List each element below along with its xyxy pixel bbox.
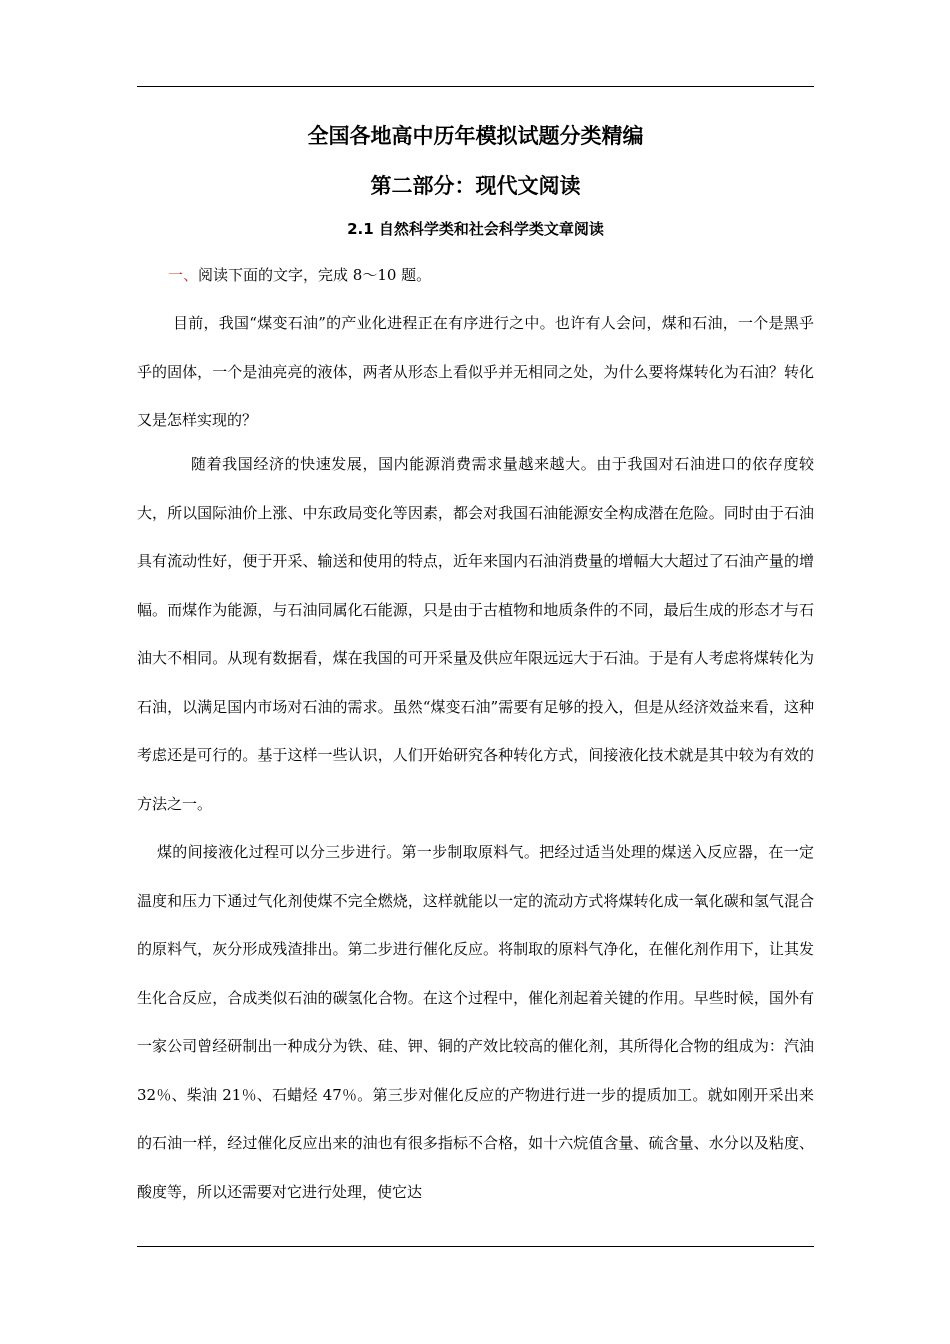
document-title: 全国各地高中历年模拟试题分类精编 [307,124,644,148]
part-title: 第二部分：现代文阅读 [370,174,581,198]
header-rule [137,86,814,87]
instruction-text: 阅读下面的文字，完成 8～10 题。 [198,266,432,284]
section-title: 2.1 自然科学类和社会科学类文章阅读 [347,220,604,238]
footer-rule [137,1246,814,1247]
paragraph-3: 煤的间接液化过程可以分三步进行。第一步制取原料气。把经过适当处理的煤送入反应器，在一定温度和压力下通过气化剂使煤不完全燃烧，这样就能以一定的流动方式将煤转化成一氧化碳和氢气混合的原料气，灰分形成残渣排出。第二步进行催化反应。将制取的原料气净化，在催化剂作用下，让其发生化合反应，合成类似石油的碳氢化合物。在这个过程中，催化剂起着关键的作用。早些时候，国外有一家公司曾经研制出一种成分为铁、硅、钾、铜的产效比较高的催化剂，其所得化合物的组成为：汽油 32％、柴油 21％、石蜡烃 47％。第三步对催化反应的产物进行进一步的提质加工。就如刚开采出来的石油一样，经过催化反应出来的油也有很多指标不合格，如十六烷值含量、硫含量、水分以及粘度、酸度等，所以还需要对它进行处理，使它达 [137,843,814,1201]
paragraph-1: 目前，我国“煤变石油”的产业化进程正在有序进行之中。也许有人会问，煤和石油，一个是黑乎乎的固体，一个是油亮亮的液体，两者从形态上看似乎并无相同之处，为什么要将煤转化为石油？转化又是怎样实现的？ [137,314,814,429]
question-number: 一、 [168,266,199,284]
question-instruction [168,263,431,287]
paragraph-2: 随着我国经济的快速发展，国内能源消费需求量越来越大。由于我国对石油进口的依存度较大，所以国际油价上涨、中东政局变化等因素，都会对我国石油能源安全构成潜在危险。同时由于石油具有流动性好，便于开采、输送和使用的特点，近年来国内石油消费量的增幅大大超过了石油产量的增幅。而煤作为能源，与石油同属化石能源，只是由于古植物和地质条件的不同，最后生成的形态才与石油大不相同。从现有数据看，煤在我国的可开采量及供应年限远远大于石油。于是有人考虑将煤转化为石油，以满足国内市场对石油的需求。虽然“煤变石油”需要有足够的投入，但是从经济效益来看，这种考虑还是可行的。基于这样一些认识，人们开始研究各种转化方式，间接液化技术就是其中较为有效的方法之一。 [137,455,814,813]
